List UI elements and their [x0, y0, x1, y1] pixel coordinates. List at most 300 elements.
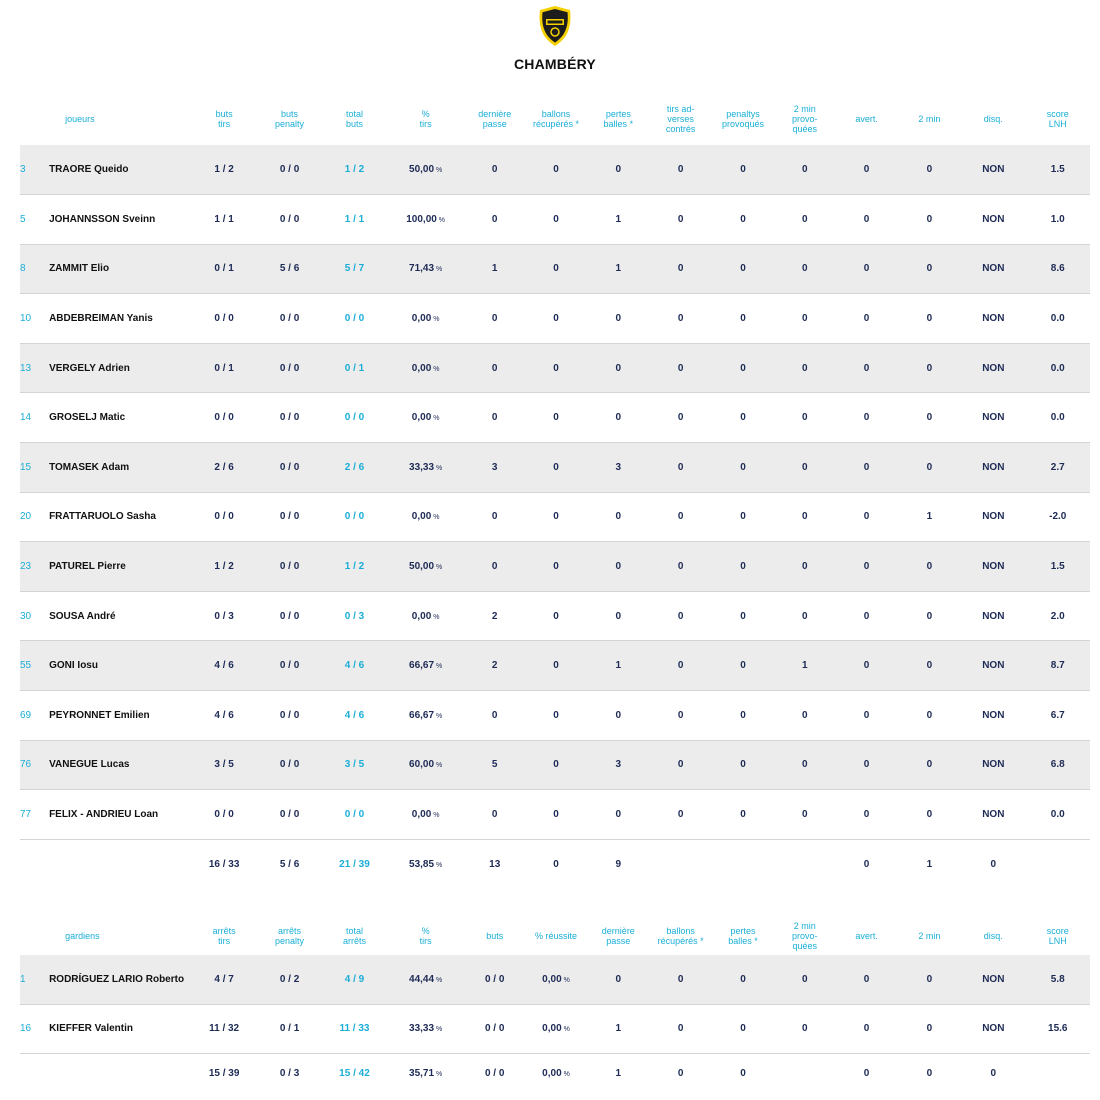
column-header: 2 min provo- quées	[792, 921, 818, 951]
stat-cell: 0	[615, 809, 622, 821]
total-cell: 21 / 39	[339, 859, 370, 871]
stat-cell: 0	[740, 511, 746, 523]
total-cell	[20, 839, 49, 889]
stat-cell: 0	[863, 313, 870, 325]
jersey-number: 3	[20, 164, 26, 176]
stat-cell: 4 / 9	[344, 973, 365, 985]
stat-cell: 0	[863, 1023, 870, 1034]
total-cell	[387, 839, 465, 889]
jersey-number: 1	[20, 973, 26, 985]
stat-cell: 0	[926, 213, 933, 225]
stat-cell: 0 / 0	[214, 511, 234, 523]
stat-cell: 0	[553, 709, 559, 721]
stat-cell	[387, 740, 465, 790]
player-name: VANEGUE Lucas	[49, 759, 130, 771]
stat-cell: 2 / 6	[344, 461, 365, 473]
stat-cell: NON	[982, 263, 1005, 275]
stat-cell: 0	[802, 610, 808, 622]
total-cell: 5 / 6	[279, 859, 300, 871]
stat-cell	[387, 790, 465, 840]
stat-cell: 1	[615, 1023, 622, 1034]
player-name: TOMASEK Adam	[49, 461, 130, 473]
players-table	[20, 93, 1090, 889]
stat-cell: 0 / 3	[214, 610, 234, 622]
stat-cell: 0	[553, 561, 559, 573]
stat-cell: 0	[926, 709, 933, 721]
stat-cell: 0	[740, 809, 746, 821]
stat-cell: 0	[491, 362, 498, 374]
stat-cell	[525, 1004, 587, 1053]
total-cell: 15 / 42	[339, 1067, 370, 1079]
stat-cell: 0 / 0	[279, 164, 300, 176]
percent-value: 71,43	[409, 263, 435, 275]
percent-value: 33,33	[409, 1023, 435, 1034]
stat-cell: 0	[553, 263, 559, 275]
stat-cell: 0	[926, 973, 933, 985]
stat-cell: 0	[926, 809, 933, 821]
stat-cell: 0	[740, 313, 746, 325]
stat-cell: 0 / 0	[279, 213, 300, 225]
player-row	[20, 740, 1090, 790]
percent-sign: %	[561, 1070, 570, 1078]
stat-cell: 0	[926, 412, 933, 424]
stat-cell: 3 / 5	[344, 759, 365, 771]
stat-cell: 0 / 0	[279, 511, 300, 523]
player-name: FELIX - ANDRIEU Loan	[49, 809, 159, 821]
column-header: total arrêts	[342, 926, 366, 946]
player-row	[20, 244, 1090, 294]
stat-cell: 0	[491, 561, 498, 573]
stat-cell: 1.5	[1050, 164, 1065, 176]
stat-cell: NON	[982, 164, 1005, 176]
jersey-number: 13	[20, 362, 32, 374]
player-row	[20, 691, 1090, 741]
stat-cell: 0	[615, 561, 622, 573]
player-row	[20, 443, 1090, 493]
total-cell: 0	[677, 1067, 684, 1079]
percent-value: 0,00	[411, 809, 432, 821]
total-cell	[774, 839, 835, 889]
stat-cell: 0 / 0	[279, 461, 300, 473]
stat-cell: NON	[982, 809, 1005, 821]
jersey-number: 23	[20, 561, 32, 573]
column-header: % réussite	[534, 931, 577, 941]
column-header: 2 min provo- quées	[792, 104, 818, 134]
total-cell: 0	[863, 859, 870, 871]
player-name: ABDEBREIMAN Yanis	[49, 313, 153, 325]
stat-cell: 4 / 6	[214, 660, 234, 672]
stat-cell: 1 / 1	[344, 213, 365, 225]
percent-value: 0,00	[542, 1067, 562, 1079]
stat-cell: 0	[802, 461, 808, 473]
column-header: ballons récupérés *	[657, 926, 704, 946]
stat-cell: 0	[677, 313, 684, 325]
stat-cell: NON	[982, 313, 1005, 325]
player-row	[20, 294, 1090, 344]
column-header: buts tirs	[215, 109, 233, 129]
stat-cell: 0	[740, 461, 746, 473]
stat-cell: 0 / 0	[484, 1023, 505, 1034]
stat-cell: 0 / 0	[344, 313, 365, 325]
percent-value: 33,33	[409, 461, 435, 473]
stat-cell: 0	[677, 809, 684, 821]
stat-cell: 1 / 2	[344, 561, 365, 573]
column-header: score LNH	[1046, 926, 1069, 946]
player-name: VERGELY Adrien	[49, 362, 130, 374]
stat-cell: 0 / 0	[344, 412, 365, 424]
stat-cell: 0	[802, 511, 808, 523]
column-header: ballons récupérés *	[532, 109, 579, 129]
stat-cell: 0 / 0	[484, 973, 505, 985]
percent-sign: %	[434, 266, 443, 274]
stat-cell: 0	[553, 213, 559, 225]
stat-cell: 0	[740, 213, 746, 225]
stat-cell: 0	[926, 561, 933, 573]
stat-cell: 0	[677, 709, 684, 721]
stat-cell: NON	[982, 660, 1005, 672]
total-cell	[49, 839, 191, 889]
stat-cell: 0 / 1	[344, 362, 365, 374]
percent-sign: %	[431, 316, 440, 324]
column-header: total buts	[345, 109, 363, 129]
stat-cell: 0 / 0	[279, 660, 300, 672]
stat-cell: 0	[740, 412, 746, 424]
stat-cell: 0	[802, 164, 808, 176]
stat-cell	[387, 591, 465, 641]
stat-cell: 3	[491, 461, 498, 473]
stat-cell: 0	[491, 809, 498, 821]
stat-cell: NON	[982, 412, 1005, 424]
player-name: SOUSA André	[49, 610, 116, 622]
stat-cell: 2	[491, 610, 498, 622]
stat-cell: 0	[740, 1023, 746, 1034]
stat-cell: 1 / 2	[214, 164, 234, 176]
stat-cell: 0	[802, 561, 808, 573]
stat-cell: 0	[740, 263, 746, 275]
header-cell-spacer	[20, 93, 49, 145]
percent-value: 0,00	[411, 610, 432, 622]
total-cell: 0	[990, 859, 997, 871]
stat-cell: 0 / 0	[344, 511, 365, 523]
stat-cell: 0.0	[1050, 412, 1065, 424]
stat-cell: 0	[491, 164, 498, 176]
total-cell	[774, 1053, 835, 1093]
goalkeepers-header-row	[20, 917, 1090, 955]
stat-cell: 0 / 0	[279, 610, 300, 622]
stat-cell: 0	[553, 362, 559, 374]
stat-cell: 0 / 0	[279, 412, 300, 424]
stat-cell: 4 / 7	[214, 973, 234, 985]
stat-cell: 0	[740, 610, 746, 622]
stat-cell: 0	[740, 164, 746, 176]
stat-cell: 1	[926, 511, 933, 523]
stat-cell: 11 / 32	[209, 1023, 240, 1034]
jersey-number: 76	[20, 759, 32, 771]
stat-cell: 3 / 5	[214, 759, 234, 771]
stat-cell: 0	[802, 709, 808, 721]
stat-cell	[387, 641, 465, 691]
percent-sign: %	[434, 762, 443, 770]
player-name: JOHANNSSON Sveinn	[49, 213, 156, 225]
percent-sign: %	[431, 365, 440, 373]
stat-cell: 0	[863, 362, 870, 374]
players-header-row	[20, 93, 1090, 145]
stat-cell	[387, 145, 465, 195]
stat-cell: 0	[863, 164, 870, 176]
stat-cell: 0	[615, 610, 622, 622]
total-cell: 16 / 33	[208, 859, 240, 871]
stat-cell: 0 / 2	[279, 973, 300, 985]
percent-value: 0,00	[542, 1023, 562, 1034]
stat-cell: 0	[863, 561, 870, 573]
stat-cell: 0	[926, 461, 933, 473]
percent-value: 50,00	[409, 164, 435, 176]
column-header: dernière passe	[478, 109, 512, 129]
stat-cell: 0 / 1	[214, 362, 234, 374]
stat-cell: NON	[982, 759, 1005, 771]
stat-cell: 6.8	[1050, 759, 1065, 771]
stat-cell: 0	[553, 313, 559, 325]
percent-sign: %	[434, 976, 443, 984]
stat-cell: 0	[740, 660, 746, 672]
player-name: GROSELJ Matic	[49, 412, 126, 424]
stat-cell: 0	[863, 709, 870, 721]
stat-cell: 0	[553, 412, 559, 424]
stat-cell: 0	[491, 511, 498, 523]
percent-sign: %	[434, 1070, 443, 1078]
percent-value: 35,71	[409, 1067, 435, 1079]
stat-cell: 4 / 6	[344, 709, 365, 721]
player-row	[20, 641, 1090, 691]
player-name: PEYRONNET Emilien	[49, 709, 150, 721]
stat-cell: 0.0	[1050, 809, 1065, 821]
jersey-number: 69	[20, 709, 32, 721]
percent-value: 53,85	[409, 859, 435, 871]
player-row	[20, 343, 1090, 393]
column-header: gardiens	[65, 931, 100, 941]
column-header: tirs ad- verses contrés	[665, 104, 696, 134]
player-name: TRAORE Queido	[49, 164, 129, 176]
stat-cell: 5 / 6	[279, 263, 300, 275]
stat-cell: NON	[982, 561, 1005, 573]
stat-cell: 0 / 0	[279, 809, 300, 821]
total-cell	[712, 839, 774, 889]
stat-cell: 0 / 0	[279, 362, 300, 374]
stat-cell: 0	[740, 561, 746, 573]
column-header: disq.	[983, 931, 1003, 941]
stat-cell: 0	[553, 610, 559, 622]
stat-cell: NON	[982, 610, 1005, 622]
team-name: CHAMBÉRY	[514, 56, 596, 72]
stat-cell	[387, 443, 465, 493]
total-cell: 0	[863, 1067, 870, 1079]
stat-cell	[387, 955, 465, 1004]
stat-cell: 2 / 6	[214, 461, 234, 473]
percent-value: 0,00	[411, 412, 432, 424]
stat-cell: 0 / 0	[214, 809, 234, 821]
stat-cell: 3	[615, 759, 622, 771]
stat-cell: 1	[802, 660, 808, 672]
player-row	[20, 393, 1090, 443]
stat-cell: 0	[863, 461, 870, 473]
column-header: arrêts tirs	[212, 926, 236, 946]
stat-cell: 0 / 0	[279, 759, 300, 771]
goalkeeper-row	[20, 955, 1090, 1004]
stat-cell: 4 / 6	[214, 709, 234, 721]
total-cell	[20, 1053, 49, 1093]
stat-cell: 0	[553, 759, 559, 771]
stat-cell: 0	[491, 213, 498, 225]
stat-cell: 6.7	[1050, 709, 1065, 721]
percent-sign: %	[434, 712, 443, 720]
stat-cell: 0	[677, 759, 684, 771]
stat-cell: 1 / 2	[344, 164, 365, 176]
stat-cell: 0	[677, 461, 684, 473]
total-cell: 1	[615, 1067, 622, 1079]
stat-cell: 0 / 1	[279, 1023, 300, 1034]
stat-cell	[387, 542, 465, 592]
goalkeepers-table	[20, 917, 1090, 1093]
stat-cell: 2	[491, 660, 498, 672]
total-cell: 0 / 3	[279, 1067, 300, 1079]
percent-value: 0,00	[411, 511, 432, 523]
column-header: joueurs	[65, 114, 95, 124]
player-name: ZAMMIT Elio	[49, 263, 110, 275]
stat-cell: 0	[863, 263, 870, 275]
stat-cell: 0	[615, 164, 622, 176]
stat-cell: 0	[926, 313, 933, 325]
stat-cell: 0 / 0	[279, 709, 300, 721]
percent-value: 100,00	[406, 213, 437, 225]
stat-cell: 0	[553, 660, 559, 672]
percent-value: 66,67	[409, 660, 435, 672]
percent-value: 0,00	[411, 313, 432, 325]
stat-cell: 0	[677, 511, 684, 523]
stat-cell: 1	[615, 660, 622, 672]
column-header: arrêts penalty	[275, 926, 305, 946]
stat-cell: 0	[615, 973, 622, 985]
stat-cell: 0	[491, 709, 498, 721]
stat-cell: 0	[926, 263, 933, 275]
header-cell-spacer	[20, 917, 49, 955]
keepers-totals-row	[20, 1053, 1090, 1093]
stat-cell: 1	[615, 213, 622, 225]
jersey-number: 77	[20, 809, 32, 821]
percent-sign: %	[431, 415, 440, 423]
stat-cell: 1	[491, 263, 498, 275]
column-header: 2 min	[918, 114, 941, 124]
players-totals-row	[20, 839, 1090, 889]
stat-cell: 0 / 1	[214, 263, 234, 275]
stat-cell: 5.8	[1050, 973, 1065, 985]
column-header: disq.	[983, 114, 1003, 124]
stat-cell: 0	[553, 511, 559, 523]
column-header: % tirs	[419, 109, 432, 129]
total-cell: 0 / 0	[484, 1067, 505, 1079]
total-cell	[1026, 839, 1090, 889]
player-name: RODRÍGUEZ LARIO Roberto	[49, 973, 185, 985]
stat-cell: 0	[863, 660, 870, 672]
stat-cell: 0	[677, 561, 684, 573]
percent-value: 60,00	[409, 759, 435, 771]
percent-value: 66,67	[409, 709, 435, 721]
percent-sign: %	[431, 812, 440, 820]
column-header: buts	[486, 931, 504, 941]
player-row	[20, 195, 1090, 245]
percent-sign: %	[434, 167, 443, 175]
stat-cell: 0	[677, 412, 684, 424]
stat-cell: 0	[553, 164, 559, 176]
total-cell: 0	[553, 859, 559, 871]
stat-cell: 0	[677, 1023, 684, 1034]
stat-cell: 0 / 0	[214, 313, 234, 325]
stat-cell: 0	[491, 412, 498, 424]
column-header: buts penalty	[275, 109, 305, 129]
percent-value: 0,00	[411, 362, 432, 374]
player-row	[20, 542, 1090, 592]
stat-cell: NON	[982, 362, 1005, 374]
stat-cell: 0	[926, 610, 933, 622]
stat-cell: 0	[615, 511, 622, 523]
stat-cell	[387, 492, 465, 542]
player-row	[20, 790, 1090, 840]
stat-cell: 0	[677, 362, 684, 374]
jersey-number: 14	[20, 412, 32, 424]
total-cell	[49, 1053, 191, 1093]
percent-sign: %	[434, 663, 443, 671]
column-header: % tirs	[419, 926, 432, 946]
percent-sign: %	[434, 1026, 443, 1033]
stat-cell: 0	[802, 362, 808, 374]
stat-cell: NON	[982, 511, 1005, 523]
player-name: FRATTARUOLO Sasha	[49, 511, 156, 523]
stat-cell: 3	[615, 461, 622, 473]
stat-cell: 0	[677, 164, 684, 176]
stat-cell: 2.7	[1050, 461, 1065, 473]
percent-value: 50,00	[409, 561, 435, 573]
stat-cell: 8.7	[1050, 660, 1065, 672]
total-cell: 1	[926, 859, 933, 871]
player-name: KIEFFER Valentin	[49, 1023, 133, 1034]
stat-cell: 0	[677, 263, 684, 275]
stat-cell	[387, 1004, 465, 1053]
player-row	[20, 492, 1090, 542]
stat-cell: 0	[802, 1023, 808, 1034]
percent-sign: %	[434, 862, 443, 870]
stat-cell: 0	[740, 362, 746, 374]
stat-cell	[387, 294, 465, 344]
stat-cell: NON	[982, 1023, 1005, 1034]
total-cell: 13	[489, 859, 501, 871]
jersey-number: 55	[20, 660, 32, 672]
total-cell	[1026, 1053, 1090, 1093]
stat-cell: 0	[863, 973, 870, 985]
stat-cell: 0	[926, 362, 933, 374]
stat-cell: 0	[802, 213, 808, 225]
percent-sign: %	[561, 976, 570, 984]
total-cell: 15 / 39	[208, 1067, 240, 1079]
stat-cell: 0	[863, 759, 870, 771]
stat-cell: 0	[677, 610, 684, 622]
column-header: 2 min	[918, 931, 941, 941]
player-name: GONI Iosu	[49, 660, 98, 672]
stat-cell	[387, 244, 465, 294]
column-header: avert.	[855, 931, 878, 941]
percent-sign: %	[434, 564, 443, 572]
stat-cell: 0	[863, 511, 870, 523]
stat-cell	[525, 955, 587, 1004]
total-cell	[525, 1053, 587, 1093]
